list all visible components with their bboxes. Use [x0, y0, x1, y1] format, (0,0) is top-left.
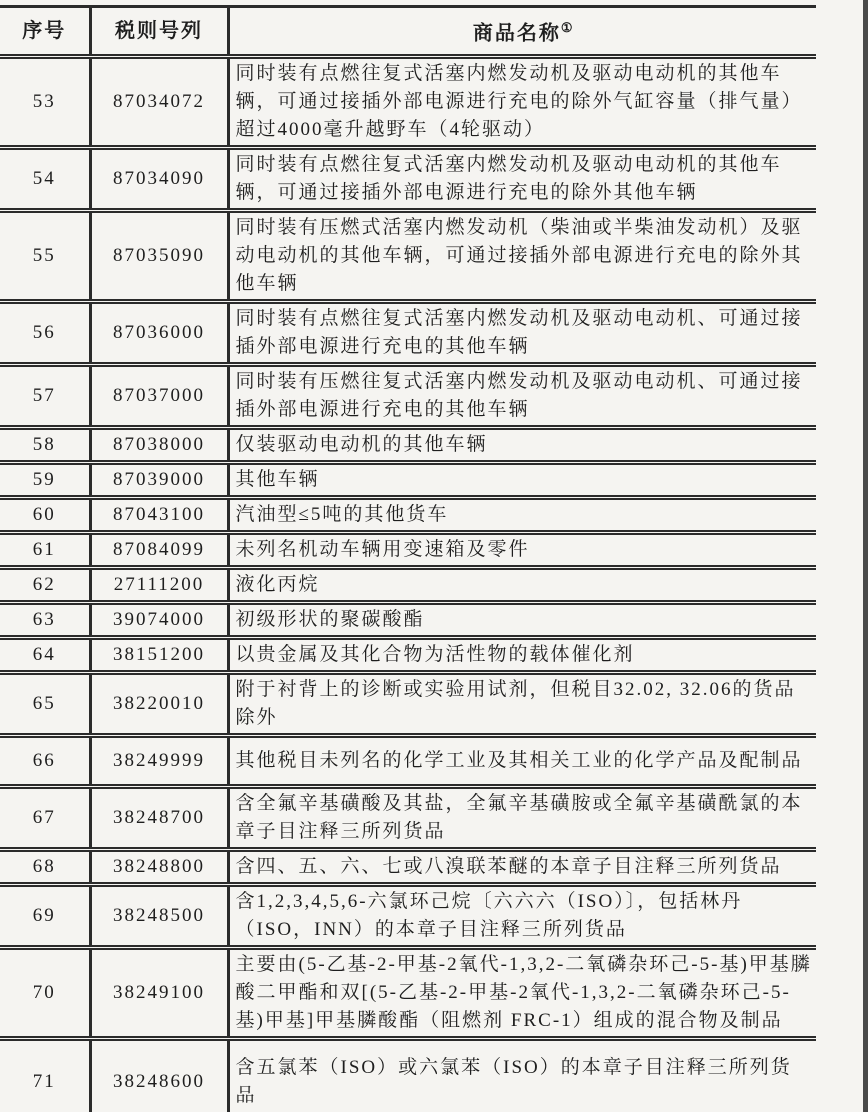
code-cell: 38248500	[90, 884, 228, 947]
serial-cell: 54	[0, 147, 90, 210]
name-cell: 以贵金属及其化合物为活性物的载体催化剂	[228, 637, 816, 672]
table-row	[0, 947, 816, 1038]
code-cell: 87035090	[90, 210, 228, 301]
table-row	[0, 301, 816, 364]
table-row	[0, 786, 816, 849]
code-cell: 27111200	[90, 567, 228, 602]
table-row	[0, 462, 816, 497]
code-cell: 87038000	[90, 427, 228, 462]
code-cell: 87039000	[90, 462, 228, 497]
name-cell: 液化丙烷	[228, 567, 816, 602]
table-header-row	[0, 7, 816, 57]
table-row	[0, 637, 816, 672]
serial-cell: 66	[0, 735, 90, 786]
code-cell: 87036000	[90, 301, 228, 364]
table-row	[0, 497, 816, 532]
serial-cell: 63	[0, 602, 90, 637]
serial-cell: 62	[0, 567, 90, 602]
serial-cell: 70	[0, 947, 90, 1038]
name-cell: 其他车辆	[228, 462, 816, 497]
table-row	[0, 672, 816, 735]
name-cell: 同时装有点燃往复式活塞内燃发动机及驱动电动机的其他车辆，可通过接插外部电源进行充电的除外其他车辆	[228, 147, 816, 210]
code-cell: 87034090	[90, 147, 228, 210]
table-row	[0, 602, 816, 637]
table-row	[0, 364, 816, 427]
header-serial-number: 序号	[0, 7, 90, 57]
serial-cell: 65	[0, 672, 90, 735]
serial-cell: 64	[0, 637, 90, 672]
name-cell: 含1,2,3,4,5,6-六氯环己烷〔六六六（ISO）〕，包括林丹（ISO，INN）的本章子目注释三所列货品	[228, 884, 816, 947]
name-cell: 仅装驱动电动机的其他车辆	[228, 427, 816, 462]
tariff-table	[0, 5, 816, 1112]
table-row	[0, 567, 816, 602]
code-cell: 87043100	[90, 497, 228, 532]
code-cell: 39074000	[90, 602, 228, 637]
name-cell: 同时装有点燃往复式活塞内燃发动机及驱动电动机的其他车辆，可通过接插外部电源进行充电的除外气缸容量（排气量）超过4000毫升越野车（4轮驱动）	[228, 56, 816, 147]
name-cell: 含全氟辛基磺酸及其盐，全氟辛基磺胺或全氟辛基磺酰氯的本章子目注释三所列货品	[228, 786, 816, 849]
code-cell: 38248600	[90, 1038, 228, 1112]
table-row	[0, 427, 816, 462]
header-product-name-label: 商品名称	[472, 22, 561, 45]
table-body	[0, 56, 816, 1112]
serial-cell: 71	[0, 1038, 90, 1112]
table-row	[0, 56, 816, 147]
code-cell: 87084099	[90, 532, 228, 567]
scan-edge-artifact	[863, 0, 868, 1112]
name-cell: 未列名机动车辆用变速箱及零件	[228, 532, 816, 567]
table-row	[0, 884, 816, 947]
serial-cell: 57	[0, 364, 90, 427]
code-cell: 38248800	[90, 849, 228, 884]
footnote-marker: ①	[560, 20, 573, 35]
serial-cell: 68	[0, 849, 90, 884]
serial-cell: 56	[0, 301, 90, 364]
code-cell: 38249999	[90, 735, 228, 786]
name-cell: 同时装有点燃往复式活塞内燃发动机及驱动电动机、可通过接插外部电源进行充电的其他车辆	[228, 301, 816, 364]
name-cell: 初级形状的聚碳酸酯	[228, 602, 816, 637]
table-row	[0, 849, 816, 884]
code-cell: 87034072	[90, 56, 228, 147]
table-row	[0, 532, 816, 567]
header-product-name	[228, 7, 816, 57]
table-row	[0, 735, 816, 786]
table-row	[0, 210, 816, 301]
table-row	[0, 147, 816, 210]
serial-cell: 67	[0, 786, 90, 849]
name-cell: 同时装有压燃往复式活塞内燃发动机及驱动电动机、可通过接插外部电源进行充电的其他车辆	[228, 364, 816, 427]
code-cell: 38248700	[90, 786, 228, 849]
name-cell: 汽油型≤5吨的其他货车	[228, 497, 816, 532]
code-cell: 38249100	[90, 947, 228, 1038]
serial-cell: 59	[0, 462, 90, 497]
serial-cell: 55	[0, 210, 90, 301]
name-cell: 含四、五、六、七或八溴联苯醚的本章子目注释三所列货品	[228, 849, 816, 884]
header-tariff-code: 税则号列	[90, 7, 228, 57]
serial-cell: 58	[0, 427, 90, 462]
name-cell: 含五氯苯（ISO）或六氯苯（ISO）的本章子目注释三所列货品	[228, 1038, 816, 1112]
serial-cell: 53	[0, 56, 90, 147]
table-row	[0, 1038, 816, 1112]
code-cell: 38151200	[90, 637, 228, 672]
name-cell: 同时装有压燃式活塞内燃发动机（柴油或半柴油发动机）及驱动电动机的其他车辆，可通过接插外部电源进行充电的除外其他车辆	[228, 210, 816, 301]
serial-cell: 60	[0, 497, 90, 532]
code-cell: 87037000	[90, 364, 228, 427]
serial-cell: 61	[0, 532, 90, 567]
name-cell: 主要由(5-乙基-2-甲基-2氧代-1,3,2-二氧磷杂环己-5-基)甲基膦酸二甲酯和双[(5-乙基-2-甲基-2氧代-1,3,2-二氧磷杂环己-5-基)甲基]甲基膦酸酯（阻燃剂 FRC-1）组成的混合物及制品	[228, 947, 816, 1038]
serial-cell: 69	[0, 884, 90, 947]
name-cell: 附于衬背上的诊断或实验用试剂，但税目32.02, 32.06的货品除外	[228, 672, 816, 735]
code-cell: 38220010	[90, 672, 228, 735]
name-cell: 其他税目未列名的化学工业及其相关工业的化学产品及配制品	[228, 735, 816, 786]
